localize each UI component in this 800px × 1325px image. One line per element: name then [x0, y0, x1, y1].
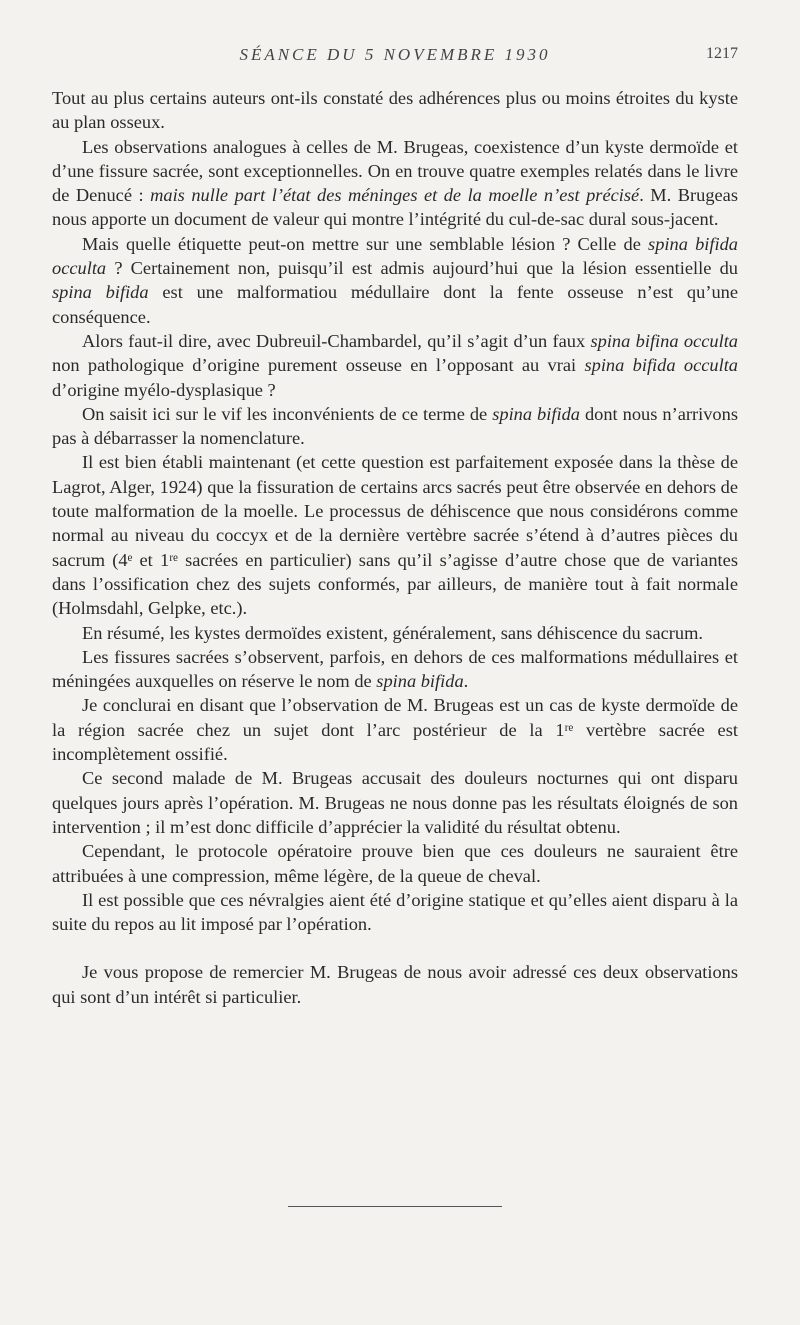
paragraph-text: Alors faut-il dire, avec Dubreuil-Chambardel, qu’il s’agit d’un faux — [82, 330, 591, 351]
paragraph-text: Tout au plus certains auteurs ont-ils constaté des adhérences plus ou moins étroites du kyste au plan osseux. — [52, 88, 738, 133]
paragraph-text: On saisit ici sur le vif les inconvénients de ce terme de — [82, 403, 493, 424]
paragraph-11 — [52, 839, 738, 888]
paragraph-text: d’origine myélo-dysplasique ? — [52, 379, 276, 400]
paragraph-6 — [52, 450, 738, 620]
paragraph-text: est une malformatiou médullaire dont la fente osseuse n’est qu’une conséquence. — [52, 282, 738, 327]
paragraph-10 — [52, 766, 738, 839]
paragraph-text: . — [463, 671, 469, 692]
paragraph-text: Je vous propose de remercier M. Brugeas de nous avoir adressé ces deux observations qui sont d’un intérêt si particulier. — [52, 962, 738, 1007]
paragraph-9 — [52, 693, 738, 766]
paragraph-2 — [52, 135, 738, 232]
body-text — [52, 86, 738, 1009]
paragraph-3 — [52, 232, 738, 329]
paragraph-text: Ce second malade de M. Brugeas accusait des douleurs nocturnes qui ont disparu quelques jours après l’opération. M. Brugeas ne nous donne pas les résultats éloignés de son intervention ; il m’est donc difficile d’apprécier la validité du résultat obtenu. — [52, 768, 738, 837]
italic-text: spina bifida occulta — [52, 233, 738, 279]
paragraph-text: En résumé, les kystes dermoïdes existent, généralement, sans déhiscence du sacrum. — [82, 622, 703, 643]
italic-text: spina bifida — [376, 671, 464, 692]
page-number: 1217 — [706, 45, 738, 62]
italic-text: spina bifida — [52, 282, 149, 303]
paragraph-text: ? Certainement non, puisqu’il est admis aujourd’hui que la lésion essentielle du — [106, 258, 738, 279]
paragraph-text: Mais quelle étiquette peut-on mettre sur une semblable lésion ? Celle de — [82, 233, 649, 254]
paragraph-text: Je conclurai en disant que l’observation de M. Brugeas est un cas de kyste dermoïde de la région sacrée chez un sujet dont l’arc postérieur de la 1ʳᵉ vertèbre sacrée est incomplètement ossifié. — [52, 695, 738, 765]
paragraph-4 — [52, 329, 738, 402]
italic-text: spina bifida — [492, 403, 580, 424]
paragraph-13 — [52, 960, 738, 1009]
paragraph-text: Il est bien établi maintenant (et cette question est parfaitement exposée dans la thèse de Lagrot, Alger, 1924) que la fissuration de certains arcs sacrés peut être observée en dehors de toute malformation de la moelle. Le processus de déhiscence que nous considérons comme normal au niveau du coccyx et de la dernière vertèbre sacrée s’étend à d’autres pièces du sacrum (4ᵉ et 1ʳᵉ sacrées en particulier) sans qu’il s’agisse d’autre chose que de variantes dans l’ossification chez des sujets conformés, par ailleurs, de manière tout à fait normale (Holmsdahl, Gelpke, etc.). — [52, 452, 738, 619]
page-header — [52, 45, 738, 71]
paragraph-text: . M. Brugeas nous apporte un document de valeur qui montre l’intégrité du cul-de-sac dural sous-jacent. — [52, 185, 739, 230]
paragraph-text: non pathologique d’origine purement osseuse en l’opposant au vrai — [52, 355, 585, 376]
paragraph-5 — [52, 402, 738, 451]
section-divider — [288, 1206, 502, 1207]
paragraph-1 — [52, 86, 738, 135]
paragraph-8 — [52, 645, 738, 694]
paragraph-7 — [52, 621, 738, 645]
paragraph-text: dont nous n’arrivons pas à débarrasser la nomenclature. — [52, 403, 738, 449]
paragraph-text: Il est possible que ces névralgies aient été d’origine statique et qu’elles aient disparu à la suite du repos au lit imposé par l’opération. — [52, 889, 738, 935]
italic-text: spina bifida occulta — [584, 355, 739, 376]
italic-text: mais nulle part l’état des méninges et de la moelle n’est précisé — [150, 185, 640, 206]
running-title: SÉANCE DU 5 NOVEMBRE 1930 — [239, 45, 551, 64]
paragraph-text: Cependant, le protocole opératoire prouve bien que ces douleurs ne sauraient être attribuées à une compression, même légère, de la queue de cheval. — [52, 841, 738, 886]
paragraph-text: Les observations analogues à celles de M. Brugeas, coexistence d’un kyste dermoïde et d’une fissure sacrée, sont exceptionnelles. On en trouve quatre exemples relatés dans le livre de Denucé : — [52, 136, 738, 206]
paragraph-text: Les fissures sacrées s’observent, parfois, en dehors de ces malformations médullaires et méningées auxquelles on réserve le nom de — [52, 646, 738, 692]
paragraph-12 — [52, 888, 738, 937]
italic-text: spina bifina occulta — [590, 330, 738, 351]
